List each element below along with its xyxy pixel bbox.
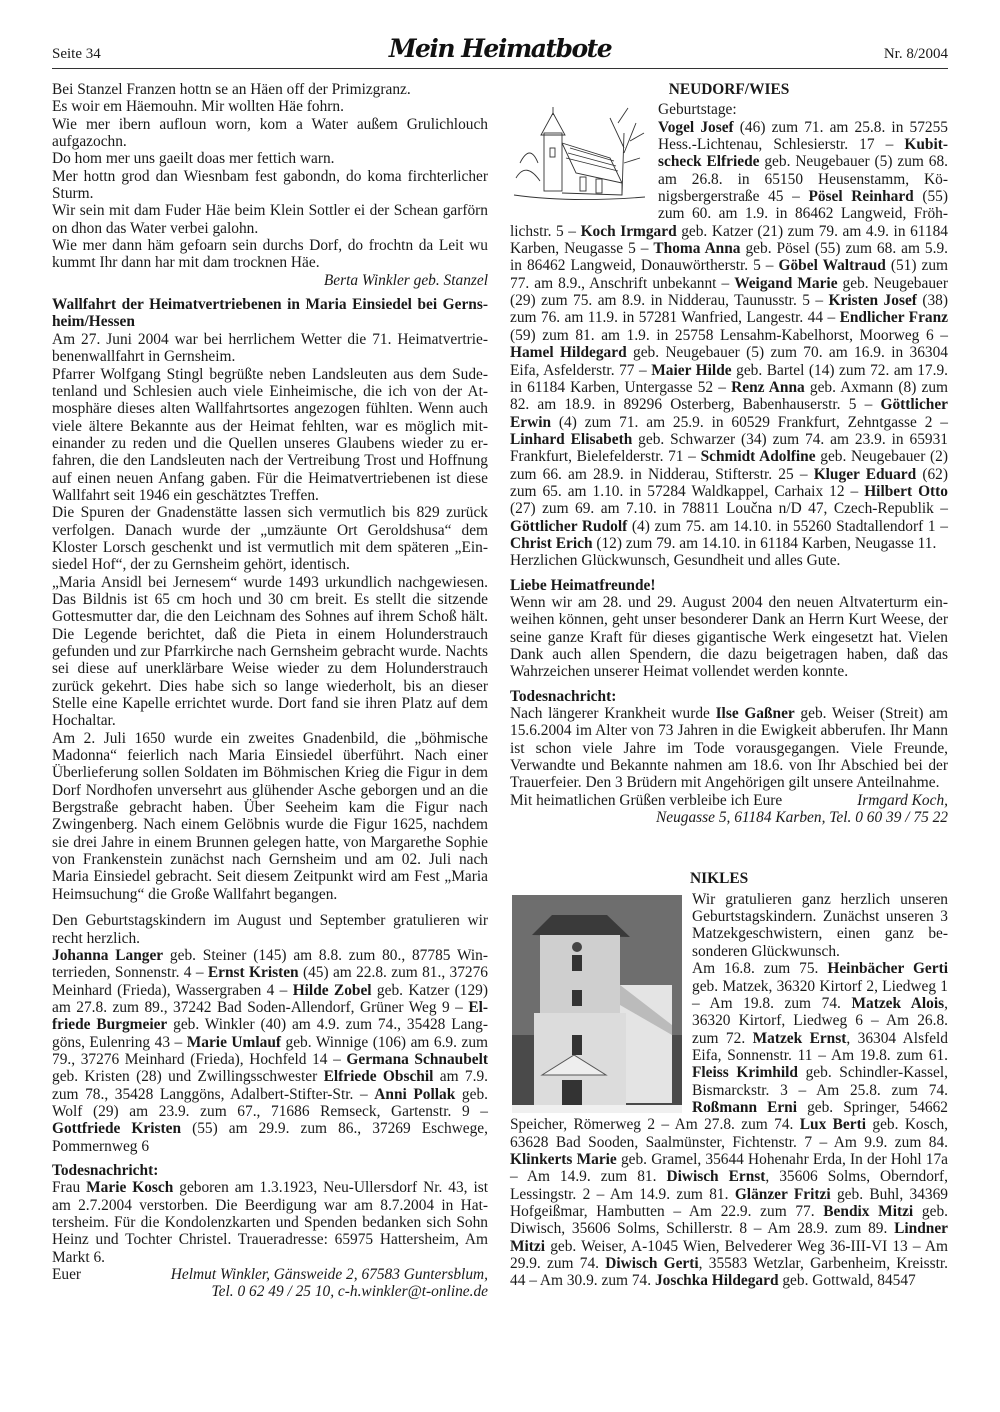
person-name: Göttlicher Rudolf xyxy=(510,517,628,535)
text-run: Bei Stanzel Franzen hottn se an Häen off der Primizgranz. xyxy=(52,81,411,98)
person-name: Joschka Hildegard xyxy=(654,1272,779,1290)
person-name: Fleiss Krimhild xyxy=(692,1064,798,1082)
paragraph xyxy=(52,116,488,151)
paragraph xyxy=(52,730,488,903)
text-run: (55) am 29.9. zum 86., 37269 Eschwege, Pommernweg 6 xyxy=(52,1120,488,1155)
text-run: Wenn wir am 28. und 29. August 2004 den neuen Altvaterturm einweihen können, geht unser besonderer Dank an Herrn Kurt Weese, der seine ganze Kraft für dieses gigantische Werk eingesetzt hat. Vielen Dank auch allen Spendern, die dazu beigetragen haben, daß das Wahrzeichen unserer Heimat vollendet werden konnte. xyxy=(510,593,948,681)
text-run: Am 16.8. zum 75. xyxy=(692,960,828,978)
text-run: geb. Neugebauer (29) zum 75. am 8.9. in Nidderau, Taunusstr. 5 – xyxy=(510,274,948,310)
text-run: am 7.9. zum 78., 35428 Langgöns, Adalbert-Stifter-Str. – xyxy=(52,1068,489,1103)
signature-name: Helmut Winkler, Gänsweide 2, 67583 Guntersblum, xyxy=(170,1266,488,1284)
text-run: geb. Schwarzer (34) zum 74. am 23.9. in 65931 Frankfurt, Bielefelderstr. 71 – xyxy=(510,430,948,466)
text-run: (38) zum 76. am 11.9. in 57281 Wanfried, Langestr. 44 – xyxy=(510,292,948,327)
text-run: Wir gratulieren ganz herzlich unseren Geburtstagskindern. Zunächst unseren 3 Matzekgeschwistern, einen ganz besonderen Glückwunsch. xyxy=(692,890,948,960)
person-name: Endlicher Franz xyxy=(839,309,948,327)
text-run: geb. Gottwald, 84547 xyxy=(778,1272,916,1290)
person-name: Matzek Alois xyxy=(851,994,945,1012)
section-heading xyxy=(510,688,948,705)
text-run: geb. Matzek, 36320 Kirtorf 2, Liedweg 1 – Am 19.8. zum 74. xyxy=(692,977,948,1012)
text-run: Tel. 0 62 49 / 25 10, c-h.winkler@t-online.de xyxy=(211,1283,488,1301)
issue-number: Nr. 8/2004 xyxy=(883,46,948,62)
text-run: Frau xyxy=(52,1179,87,1197)
text-run: (4) zum 75. am 14.10. in 55260 Stadtallendorf 1 – xyxy=(627,517,948,535)
text-run: Nach längerer Krankheit wurde xyxy=(510,705,716,723)
text-run: Todesnachricht: xyxy=(510,687,617,705)
person-name: Anni Pollak xyxy=(374,1085,456,1103)
text-run: geboren am 1.3.1923, Neu-Ullersdorf Nr. 43, ist am 2.7.2004 verstorben. Die Beerdigung war am 8.7.2004 in Hattersheim. Für die Kondolenzkarten und Spenden bedanken sich Sohn Heinz und Tochter Christel. Traueradresse: 65975 Hattersheim, Am Markt 6. xyxy=(52,1179,489,1266)
text-run: Den Geburtstagskindern im August und September gratulieren wir recht herzlich. xyxy=(52,912,488,947)
section-heading xyxy=(510,577,948,594)
text-run: geb. Springer, 54662 Speicher, Römerweg 2 – Am 27.8. zum 74. xyxy=(510,1098,948,1134)
person-name: Gottfriede Kristen xyxy=(52,1120,182,1138)
person-name: Linhard Elisabeth xyxy=(510,430,633,448)
author-signature xyxy=(510,809,948,826)
paragraph xyxy=(52,366,488,505)
paragraph xyxy=(52,912,488,947)
person-name: Roßmann Erni xyxy=(692,1098,798,1116)
person-name: Marie Umlauf xyxy=(186,1033,282,1051)
person-name: Bendix Mitzi xyxy=(823,1202,914,1220)
person-name: Kubitscheck Elfriede xyxy=(658,136,948,171)
text-run: Wie mer ibern aufloun worn, kom a Water außem Grulichlouch aufgazochn. xyxy=(52,115,488,151)
text-run: geb. Axmann (8) zum 82. am 18.9. in 89296 Osterberg, Babenhauserstr. 5 – xyxy=(510,378,949,414)
person-name: Matzek Ernst xyxy=(752,1029,847,1047)
paragraph xyxy=(52,81,488,98)
text-run: Geburtstage: xyxy=(658,101,737,119)
text-run: Pfarrer Wolfgang Stingl begrüßte neben Landsleuten aus dem Sudetenland und Schlesien auch viele Einheimische, die ich von der Atmosphäre dieses alten Wallfahrtsortes angezogen fühlten. Wenn auch viele ältere Bekannte aus der Heimat fehlten, war es möglich miteinander zu reden und die Quellen unseres Glaubens wieder zu erfahren, die den Landsleuten nach der Vertreibung Trost und Hoffnung auf einen neuen Anfang gaben. Für die Heimatvertriebenen ist diese Wallfahrt seit 1946 ein geschätztes Treffen. xyxy=(52,365,488,504)
text-run: geb. Weiser, A-1045 Wien, Belvederer Weg 36-III-VI 13 – Am 29.9. zum 74. xyxy=(510,1237,948,1272)
text-run: , 35583 Wetzlar, Garbenheim, Kreisstr. 44 – Am 30.9. zum 74. xyxy=(510,1255,948,1290)
text-run: (45) am 22.8. zum 81., 37276 Meinhard (Frieda), Wassergraben 4 – xyxy=(52,964,488,999)
left-column xyxy=(52,81,488,1301)
text-run: „Maria Ansidl bei Jernesem“ wurde 1493 urkundlich nachgewiesen. Das Bildnis ist 65 cm hoch und 30 cm breit. Es stellt die sitzende Gottesmutter dar, die den Leichnam des Sohnes auf ihrem Schoß hält. Die Legende berichtet, daß die Pieta in einem Holunderstrauch gefunden und zur Pfarrkirche nach Gernsheim gebracht wurde. Nachts sei diese auf unerklärbare Weise wieder zu dem Holunderstrauch zurück gekehrt. Dies habe sich so lange wiederholt, bis an dieser Stelle eine Kapelle errichtet wurde. Dort fand sie ihren Platz auf dem Hochaltar. xyxy=(52,573,488,730)
text-run: geb. Diwisch, 35606 Solms, Schillerstr. 8 – Am 28.9. zum 89. xyxy=(510,1202,948,1238)
paragraph xyxy=(52,168,488,203)
person-name: Koch Irmgard xyxy=(580,222,677,240)
text-run: Do hom mer uns gaeilt doas mer fettich warn. xyxy=(52,150,335,168)
person-name: Göttlicher Erwin xyxy=(510,396,948,431)
section-title-nikles: NIKLES xyxy=(690,870,749,888)
person-name: Marie Kosch xyxy=(86,1179,174,1197)
text-run: geb. Katzer (129) am 27.8. zum 89., 37242 Bad Soden-Allendorf, Grüner Weg 9 – xyxy=(52,981,488,1016)
person-name: Göbel Waltraud xyxy=(778,257,886,275)
person-name: Diwisch Ernst xyxy=(666,1168,766,1186)
text-run: geb. Katzer (21) zum 79. am 4.9. in 61184 Karben, Neugasse 5 – xyxy=(510,222,949,258)
paragraph xyxy=(52,237,488,272)
text-run: Die Spuren der Gnadenstätte lassen sich vermutlich bis 829 zurück verfolgen. Danach wurde der „umzäunte Ort Geroldshusa“ dem Kloster Lorsch geschenkt und ist vermutlich mit dem späteren „Einsiedel Hof“, der zu Gernsheim gehört, identisch. xyxy=(52,504,488,574)
text-run: (12) zum 79. am 14.10. in 61184 Karben, Neugasse 11. xyxy=(592,534,937,552)
page-header xyxy=(52,34,948,69)
person-name: Maier Hilde xyxy=(651,361,732,379)
text-run: geb. Wolf (29) am 23.9. zum 67., 71686 Remseck, Gartenstr. 9 – xyxy=(52,1085,489,1120)
person-name: Renz Anna xyxy=(731,378,805,396)
paragraph xyxy=(510,705,948,792)
page-number: Seite 34 xyxy=(52,46,101,62)
text-run: geb. Weiser (Streit) am 15.6.2004 im Alter von 73 Jahren in die Ewigkeit abberufen. Ihr Mann ist schon viele Jahre im Tode vorausgegangen. Viele Freunde, Verwandte und Bekannte nahmen am 18.6. von Ihr Abschied bei der Trauerfeier. Den 3 Brüdern mit Angehörigen gilt unsere Anteilnahme. xyxy=(510,705,948,792)
signature-line xyxy=(52,1266,488,1283)
person-name: Pösel Reinhard xyxy=(808,188,914,206)
text-run: Am 2. Juli 1650 wurde ein zweites Gnadenbild, die „böhmische Madonna“ feierlich nach Maria Einsiedel überführt. Nach einer Überlieferung sollen Soldaten im Böhmischen Krieg die Figur in dem Dorf Nordhofen unversehrt aus glühender Asche geborgen und an die Bergstraße gebracht haben. Über Seeheim kam die Figur nach Zwingenberg. Nach einem Gelöbnis wurde die Figur 1625, nachdem sie drei Jahre in einem Brunnen gelegen hatte, von Margarethe Sophie von Frankenstein zunächst nach Gernsheim und am 02. Juli nach Maria Einsiedel gebracht. Seit diesem Zeitpunkt wird am Fest „Maria Heimsuchung“ die Große Wallfahrt begangen. xyxy=(52,729,488,903)
text-run: geb. Neugebauer (5) zum 68. am 26.8. in 65150 Heusenstamm, Königsbergerstraße 45 – xyxy=(658,153,948,206)
text-run: (4) zum 71. am 25.9. in 60529 Frankfurt, Zehntgasse 2 – xyxy=(551,413,948,431)
signature-name: Irmgard Koch, xyxy=(857,791,948,809)
text-run: Todesnachricht: xyxy=(52,1161,159,1179)
text-run: geb. Pösel (55) zum 68. am 5.9. in 86462 Langweid, Donauwörtherstr. 5 – xyxy=(510,240,948,275)
text-run: Wir sein mit dam Fuder Häe beim Klein Sottler ei der Schean garförn on dhon das Water verbei galohn. xyxy=(52,202,488,237)
paragraph xyxy=(510,552,948,569)
paragraph xyxy=(52,331,488,366)
text-run: , 36304 Alsfeld Eifa, Sonnenstr. 11 – Am 19.8. zum 61. xyxy=(692,1029,948,1064)
person-name: Ilse Gaßner xyxy=(715,705,795,723)
text-run: Herzlichen Glückwunsch, Gesundheit und alles Gute. xyxy=(510,552,841,570)
text-run: (55) zum 60. am 1.9. in 86462 Langweid, Fröhlichstr. 5 – xyxy=(510,188,949,240)
author-signature xyxy=(52,272,488,289)
person-name: Kristen Josef xyxy=(828,292,917,310)
person-name: Kluger Eduard xyxy=(813,465,917,483)
person-name: Vogel Josef xyxy=(658,118,734,136)
signature-greeting: Mit heimatlichen Grüßen verbleibe ich Eure xyxy=(510,791,783,809)
text-run: geb. Winnige (106) am 6.9. zum 79., 37276 Meinhard (Frieda), Hochfeld 14 – xyxy=(52,1033,488,1068)
text-run: (27) zum 69. am 7.10. in 78811 Loučna n/D 47, Czech-Republik – xyxy=(510,500,948,518)
paragraph xyxy=(52,1179,488,1266)
right-column xyxy=(510,81,948,1290)
text-run: geb. Bartel (14) zum 72. am 17.9. in 61184 Karben, Untergasse 52 – xyxy=(510,361,948,396)
text-run: geb. Steiner (145) am 8.8. zum 80., 87785 Winterrieden, Sonnenstr. 4 – xyxy=(52,946,488,982)
signature-greeting: Euer xyxy=(52,1266,82,1284)
section-heading xyxy=(52,1162,488,1179)
person-name: Elfriede Obschil xyxy=(323,1068,434,1086)
person-name: Lindner Mitzi xyxy=(510,1220,948,1255)
text-run: (46) zum 71. am 25.8. in 57255 Hess.-Lichtenau, Schlesierstr. 17 – xyxy=(658,118,948,154)
person-name: Heinbächer Gerti xyxy=(827,960,948,978)
paragraph xyxy=(52,574,488,730)
person-name: Thoma Anna xyxy=(653,240,741,258)
person-name: Glänzer Fritzi xyxy=(734,1185,831,1203)
text-run: Berta Winkler geb. Stanzel xyxy=(323,271,488,289)
text-run: geb. Neugebauer (2) zum 66. am 28.9. in Nidderau, Stifterstr. 25 – xyxy=(510,448,948,483)
person-name: Hilbert Otto xyxy=(864,482,948,500)
section-heading xyxy=(52,296,488,331)
text-run: Am 27. Juni 2004 war bei herrlichem Wetter die 71. Heimatvertriebenenwallfahrt in Gernsheim. xyxy=(52,330,488,366)
church-sketch-image xyxy=(510,103,648,211)
signature-line xyxy=(510,792,948,809)
text-run: Wie mer dann häm gefoarn sein durchs Dorf, do frochtn da Leit wu kummt Ihr dann har mit dam trocknen Häe. xyxy=(52,237,488,272)
text-run: geb. Neugebauer (5) zum 70. am 16.9. in 36304 Eifa, Asfelderstr. 77 – xyxy=(510,344,948,379)
text-run: geb. Winkler (40) am 4.9. zum 74., 35428 Langgöns, Eulenring 43 – xyxy=(52,1016,488,1051)
text-run: Wallfahrt der Heimatvertriebenen in Maria Einsiedel bei Gernsheim/Hessen xyxy=(52,296,488,331)
author-signature xyxy=(52,1283,488,1300)
text-run: geb. Gramel, 35644 Hohenahr Erda, In der Hohl 17a – Am 14.9. zum 81. xyxy=(510,1150,948,1186)
paragraph xyxy=(52,150,488,167)
text-run: geb. Schindler-Kassel, Bismarckstr. 3 – Am 25.8. zum 74. xyxy=(692,1064,948,1099)
person-name: Johanna Langer xyxy=(52,946,164,964)
paragraph xyxy=(52,947,488,1155)
person-name: Germana Schnaubelt xyxy=(346,1050,488,1068)
person-name: Lux Berti xyxy=(799,1116,866,1134)
person-name: Schmidt Adolfine xyxy=(700,448,816,466)
text-run: , 35606 Solms, Oberndorf, Lessingstr. 2 – Am 14.9. zum 81. xyxy=(510,1168,949,1203)
text-run: Mer hottn grod dan Wiesnbam fest gabondn, do koma firchterlicher Sturm. xyxy=(52,167,488,203)
paragraph xyxy=(52,504,488,573)
text-run: (51) zum 77. am 8.9., Anschrift unbekannt – xyxy=(510,257,948,292)
person-name: Hilde Zobel xyxy=(292,981,372,999)
masthead-logo: Mein Heimatbote xyxy=(388,34,612,63)
person-name: Diwisch Gerti xyxy=(605,1255,699,1272)
text-run: , 36320 Kirtorf, Liedweg 6 – Am 26.8. zum 72. xyxy=(692,994,949,1047)
paragraph xyxy=(510,594,948,681)
text-run: Liebe Heimatfreunde! xyxy=(510,576,656,594)
paragraph xyxy=(52,98,488,115)
text-run: geb. Kosch, 63628 Bad Sooden, Saalmünster, Fichtenstr. 7 – Am 9.9. zum 84. xyxy=(510,1116,948,1151)
person-name: Christ Erich xyxy=(510,534,593,552)
church-photo-image xyxy=(512,895,682,1113)
section-title-neudorf: NEUDORF/WIES xyxy=(668,81,790,98)
person-name: Hamel Hildegard xyxy=(510,344,627,362)
text-run: Es woir em Häemouhn. Mir wollten Häe fohrn. xyxy=(52,98,344,116)
text-run: geb. Kristen (28) und Zwillingsschwester xyxy=(52,1068,324,1086)
text-run: Neugasse 5, 61184 Karben, Tel. 0 60 39 / 75 22 xyxy=(656,809,948,827)
text-run: (59) zum 81. am 1.9. in 25758 Lensahm-Kabelhorst, Moorweg 6 – xyxy=(510,326,948,344)
paragraph xyxy=(52,202,488,237)
person-name: Weigand Marie xyxy=(734,274,838,292)
text-run: (62) zum 65. am 1.10. in 57284 Waldkappel, Carhaix 12 – xyxy=(510,465,948,500)
text-run: geb. Buhl, 34369 Hofgeißmar, Hambutten – Am 22.9. zum 77. xyxy=(510,1185,948,1220)
person-name: Klinkerts Marie xyxy=(510,1150,617,1168)
person-name: Elfriede Burgmeier xyxy=(52,998,488,1034)
person-name: Ernst Kristen xyxy=(207,964,299,982)
